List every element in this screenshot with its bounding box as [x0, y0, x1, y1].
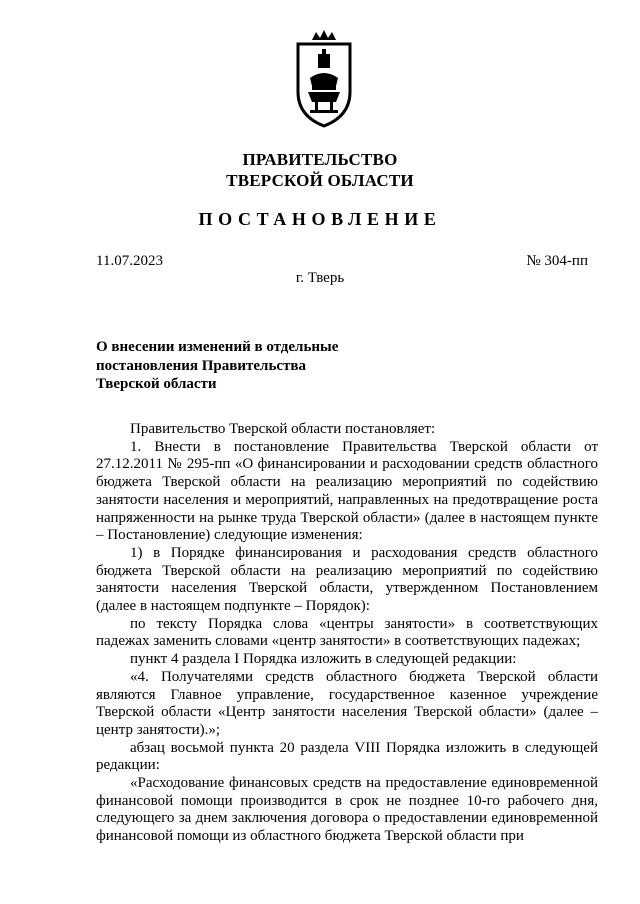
document-date: 11.07.2023 — [96, 253, 163, 269]
document-type: ПОСТАНОВЛЕНИЕ — [198, 209, 442, 229]
body-paragraph: по тексту Порядка слова «центры занятости» в соответствующих падежах заменить словами «центр занятости» в соответствующих падежах; — [96, 615, 598, 650]
body-paragraph: «Расходование финансовых средств на предоставление единовременной финансовой помощи производится в срок не позднее 10-го рабочего дня, следующего за днем заключения договора о предоставлении единовременной финансовой помощи из областного бюджета Тверской области при — [96, 775, 598, 845]
body-paragraph: 1. Внести в постановление Правительства Тверской области от 27.12.2011 № 295-пп «О финансировании и расходовании средств областного бюджета Тверской области на реализацию мероприятий по содействию занятости населения и мероприятий, направленных на предотвращение роста напряженности на рынке труда Тверской области» (далее в настоящем пункте – Постановление) следующие изменения: — [96, 438, 598, 544]
document-city: г. Тверь — [295, 270, 345, 286]
subject-line: Тверской области — [96, 376, 217, 392]
body-paragraph: пункт 4 раздела I Порядка изложить в следующей редакции: — [130, 651, 517, 668]
document-subject — [96, 338, 338, 394]
document-body — [96, 421, 598, 846]
subject-line: О внесении изменений в отдельные — [96, 339, 339, 355]
body-paragraph: абзац восьмой пункта 20 раздела VIII Порядка изложить в следующей редакции: — [96, 739, 598, 774]
tver-coat-of-arms-icon — [292, 30, 356, 130]
org-name-line1: ПРАВИТЕЛЬСТВО — [242, 150, 398, 169]
body-paragraph: «4. Получателями средств областного бюджета Тверской области являются Главное управление, государственное казенное учреждение Тверской области «Центр занятости населения Тверской области» (далее – центр занятости).»; — [96, 668, 598, 738]
body-paragraph: 1) в Порядке финансирования и расходования средств областного бюджета Тверской области на реализацию мероприятий по содействию занятости населения Тверской области, утвержденном Постановлением (далее в настоящем подпункте – Порядок): — [96, 544, 598, 615]
document-number: № 304-пп — [526, 253, 588, 269]
subject-line: постановления Правительства — [96, 357, 306, 374]
body-paragraph: Правительство Тверской области постановляет: — [130, 421, 436, 437]
org-name-line2: ТВЕРСКОЙ ОБЛАСТИ — [226, 171, 414, 190]
